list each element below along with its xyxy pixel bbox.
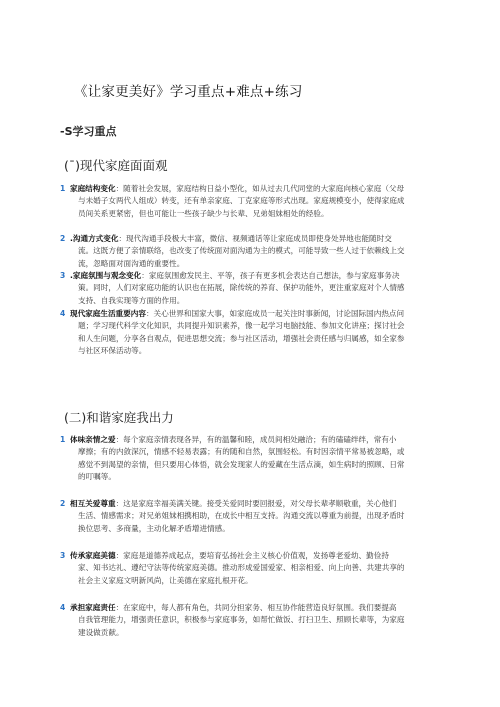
- item-line: 的叮嘱等。: [78, 472, 116, 482]
- item-line: 员间关系更紧密，但也可能让一些孩子缺少与长辈、兄弟姐妹相处的经验。: [78, 208, 329, 218]
- item-body: [70, 498, 445, 535]
- item-line: 支持、自我实现等方面的作用。: [78, 295, 185, 305]
- item-lead: 体味亲情之爱: [70, 435, 116, 444]
- item-first-line: ：关心世界和国家大事，如家庭成员一起关注时事新闻，讨论国际国内热点问: [145, 309, 405, 318]
- item-line: 社会主义家庭文明新风尚，让美德在家庭扎根开花。: [78, 575, 253, 585]
- item-number: 1: [60, 184, 66, 193]
- part1-item-3: [60, 270, 445, 307]
- item-line: 题；学习现代科学文化知识，共同提升知识素养，像一起学习电脑技能、参加文化讲座；探讨社会: [78, 321, 405, 331]
- item-line: 感觉不到渴望的亲情，但只要用心体悟，就会发现家人的爱藏在生活点滴，如生病时的照顾、日常: [78, 459, 405, 469]
- item-lead: .家庭氛围与观念变化: [70, 271, 142, 280]
- item-body: [70, 602, 445, 639]
- item-body: [70, 233, 445, 270]
- item-first-line: ：家庭是道德养成起点，要培育弘扬社会主义核心价值观，发扬尊老爱幼、勤俭持: [115, 551, 389, 560]
- item-line: 建设做贡献。: [78, 627, 124, 637]
- item-number: 4: [60, 603, 66, 612]
- item-first-line: ：家庭氛围愈发民主、平等，孩子有更多机会表达自己想法，参与家庭事务决: [141, 271, 400, 280]
- item-lead: 现代家庭生活重要内容: [70, 309, 146, 318]
- item-line: 生活、情感需求；对兄弟姐妹相携相助，在成长中相互支持。沟通交流以尊重为前提，出现矛盾时: [78, 511, 405, 521]
- item-number: 2: [60, 499, 66, 508]
- item-first-line: ：每个家庭亲情表现各异，有的温馨和睦，成员间相处融洽；有的磕磕绊绊，常有小: [115, 435, 397, 444]
- part2-item-4: [60, 602, 445, 639]
- item-first-line: ：这是家庭幸福美满关键。接受关爱同时要回报爱，对父母长辈孝顺敬重，关心他们: [115, 499, 397, 508]
- subheading-part1: (¯)现代家庭面面观: [64, 158, 168, 173]
- item-lead: 承担家庭责任: [70, 603, 116, 612]
- item-line: 与未婚子女两代人组成）转变，还有单亲家庭、丁克家庭等形式出现。家庭规模变小，使得家庭成: [78, 196, 405, 206]
- part2-item-3: [60, 550, 445, 587]
- item-lead: 传承家庭美德: [70, 551, 116, 560]
- item-lead: 相互关爱尊重: [70, 499, 116, 508]
- item-line: 换位思考、多商量，主动化解矛盾增进情感。: [78, 523, 230, 533]
- section-heading: -S学习重点: [60, 125, 117, 138]
- item-body: [70, 434, 445, 484]
- item-number: 1: [60, 435, 66, 444]
- item-body: [70, 270, 445, 307]
- item-first-line: ：在家庭中，每人都有角色，共同分担家务、相互协作能营造良好氛围。我们要提高: [115, 603, 397, 612]
- item-line: 自我管理能力，增强责任意识，积极参与家庭事务，如帮忙做饭、打扫卫生、照顾长辈等，为家庭: [78, 615, 405, 625]
- item-body: [70, 308, 445, 358]
- item-line: 流，忽略面对面沟通的重要性。: [78, 258, 185, 268]
- item-lead: .沟通方式变化: [70, 234, 119, 243]
- item-body: [70, 550, 445, 587]
- item-first-line: ：现代沟通手段极大丰富，微信、视频通话等让家庭成员即使身处异地也能随时交: [118, 234, 392, 243]
- item-number: 2: [60, 234, 66, 243]
- item-line: 与社区环保活动等。: [78, 346, 147, 356]
- item-line: 家、知书达礼、遵纪守法等传统家庭美德。推动形成爱国爱家、相亲相爱、向上向善、共建共享的: [78, 563, 405, 573]
- part2-item-2: [60, 498, 445, 535]
- item-lead: 家庭结构变化: [70, 184, 116, 193]
- document-title: 《让家更美好》学习重点+难点+练习: [74, 84, 303, 100]
- item-number: 4: [60, 309, 66, 318]
- item-line: 流。这既方便了亲情联络，也改变了传统面对面沟通为主的模式，可能导致一些人过于依赖线上交: [78, 246, 405, 256]
- part2-item-1: [60, 434, 445, 484]
- part1-item-4: [60, 308, 445, 358]
- item-body: [70, 183, 445, 220]
- part1-item-2: [60, 233, 445, 270]
- subheading-part2: (二)和谐家庭我出力: [64, 410, 174, 425]
- item-number: 3: [60, 551, 66, 560]
- item-first-line: ：随着社会发展，家庭结构日益小型化，如从过去几代同堂的大家庭向核心家庭（父母: [115, 184, 405, 193]
- part1-item-1: [60, 183, 445, 220]
- item-line: 摩擦；有的内敛深沉，情感不轻易表露；有的随和自然，氛围轻松。有时因亲情平常易被忽略，或: [78, 447, 405, 457]
- item-number: 3: [60, 271, 66, 280]
- item-line: 和人生问题，分享各自观点，促进思想交流；参与社区活动，增强社会责任感与归属感，如全家参: [78, 333, 405, 343]
- item-line: 策。同时，人们对家庭功能的认识也在拓展，除传统的养育、保护功能外，更注重家庭对个人情感: [78, 283, 405, 293]
